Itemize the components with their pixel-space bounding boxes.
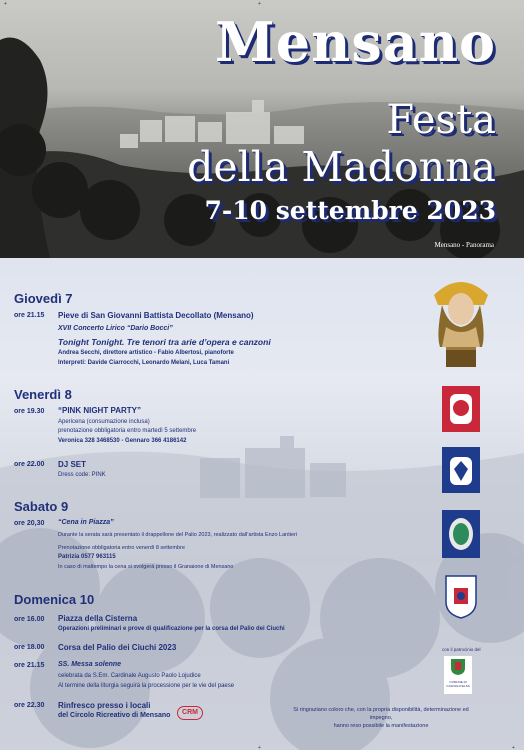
event-subtitle: Tonight Tonight. Tre tenori tra arie d’opera e canzoni xyxy=(58,337,271,347)
event-title: Corsa del Palio dei Ciuchi 2023 xyxy=(58,643,177,652)
day-heading-giovedi: Giovedì 7 xyxy=(14,291,73,306)
contrada-crest-white xyxy=(442,574,480,620)
registration-mark: + xyxy=(258,745,261,750)
event-detail: Dress code: PINK xyxy=(58,472,106,478)
thanks-line: Si ringraziano coloro che, con la propria disponibilità, determinazione ed impegno, xyxy=(293,707,469,721)
event-time: ore 19.30 xyxy=(14,408,45,415)
event-detail: Durante la serata sarà presentato il drappellone del Palio 2023, realizzato dall’artista Enzo Lantieri xyxy=(58,532,298,538)
event-detail: Operazioni preliminari e prove di qualificazione per la corsa del Palio dei Ciuchi xyxy=(58,626,285,632)
registration-mark: + xyxy=(4,1,7,7)
event-detail: Prenotazione obbligatoria entro venerdì 8 settembre xyxy=(58,545,185,551)
registration-mark: + xyxy=(512,745,515,750)
event-time: ore 20,30 xyxy=(14,520,45,527)
event-detail: Interpreti: Davide Ciarrocchi, Leonardo Melani, Luca Tamani xyxy=(58,360,230,366)
photo-caption: Mensano - Panorama xyxy=(434,241,494,249)
registration-mark: + xyxy=(258,1,261,7)
thanks-note xyxy=(286,707,476,731)
event-title: XVII Concerto Lirico “Dario Bocci” xyxy=(58,325,173,332)
event-contacts: Veronica 328 3468530 - Gennaro 366 4186142 xyxy=(58,438,187,444)
day-heading-domenica: Domenica 10 xyxy=(14,592,95,607)
day-heading-sabato: Sabato 9 xyxy=(14,499,69,514)
event-time: ore 21.15 xyxy=(14,312,45,319)
event-detail: celebrata da S.Em. Cardinale Augusto Paolo Lojudice xyxy=(58,673,201,679)
contrada-crest-green xyxy=(442,510,480,558)
event-detail: Apericena (consumazione inclusa) xyxy=(58,419,150,425)
event-title: “PINK NIGHT PARTY” xyxy=(58,406,141,415)
event-venue: Pieve di San Giovanni Battista Decollato (Mensano) xyxy=(58,311,254,320)
event-time: ore 22.30 xyxy=(14,702,45,709)
comune-crest-icon xyxy=(450,658,466,676)
event-time: ore 21.15 xyxy=(14,662,45,669)
patronage-label: con il patrocinio del xyxy=(442,647,481,652)
event-title: SS. Messa solenne xyxy=(58,661,122,668)
event-contacts: Patrizia 0577 963115 xyxy=(58,554,116,560)
day-heading-venerdi: Venerdì 8 xyxy=(14,387,72,402)
subtitle-festa: Festa xyxy=(386,97,496,143)
title: Mensano xyxy=(214,10,496,74)
event-detail: del Circolo Ricreativo di Mensano xyxy=(58,712,171,719)
event-detail: Al termine della liturgia seguirà la processione per le vie del paese xyxy=(58,683,235,689)
event-title: Rinfresco presso i locali xyxy=(58,701,151,710)
contrada-crest-blue xyxy=(442,447,480,493)
event-time: ore 16.00 xyxy=(14,616,45,623)
event-detail: In caso di maltempo la cena si svolgerà presso il Granaione di Mensano xyxy=(58,564,234,570)
thanks-line: hanno reso possibile la manifestazione xyxy=(333,722,429,729)
event-dates: 7-10 settembre 2023 xyxy=(204,196,496,225)
event-title: “Cena in Piazza” xyxy=(58,519,114,526)
subtitle-madonna: della Madonna xyxy=(187,143,496,191)
event-time: ore 18.00 xyxy=(14,644,45,651)
comune-seal xyxy=(444,656,472,694)
contrada-crest-red xyxy=(442,386,480,432)
crm-logo: CRM xyxy=(177,706,203,720)
event-detail: prenotazione obbligatoria entro martedì 5 settembre xyxy=(58,428,197,434)
event-venue: Piazza della Cisterna xyxy=(58,614,138,623)
madonna-statue-image xyxy=(428,275,494,370)
event-time: ore 22.00 xyxy=(14,461,45,468)
event-detail: Andrea Secchi, direttore artistico - Fabio Albertosi, pianoforte xyxy=(58,350,234,356)
event-title: DJ SET xyxy=(58,460,87,469)
comune-seal-text: COMUNE DI CASOLE D'ELSA xyxy=(446,680,470,688)
